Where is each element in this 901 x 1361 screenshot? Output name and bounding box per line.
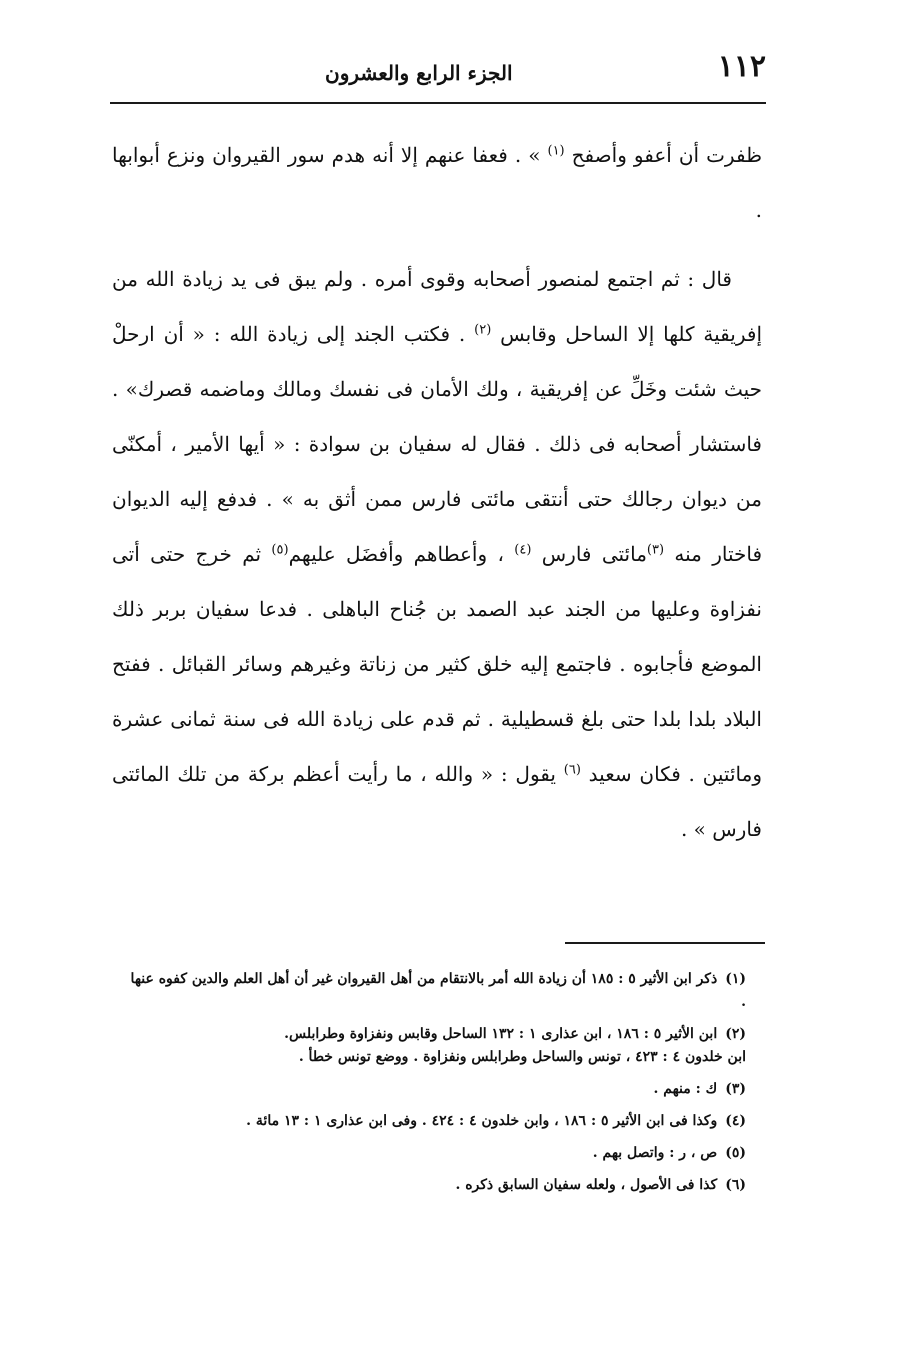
footnote-4 [124,1110,764,1133]
footnote-number: (٣) [725,1081,746,1097]
main-text [112,128,762,857]
paragraph-2-seg-1: قال : ثم اجتمع لمنصور أصحابه وقوى أمره . ولم يبق فى يد زيادة الله من إفريقية كلها إلا الساحل وقابس [112,267,763,346]
footnote-number: (٥) [725,1145,746,1161]
footnote-ref-1: (١) [547,143,565,159]
footnote-number: (٢) [725,1026,746,1042]
footnote-ref-2: (٢) [474,322,492,338]
footnote-text: ك : منهم . [653,1081,718,1097]
paragraph-1 [112,128,762,238]
paragraph-1-text-a: ظفرت أن أعفو وأصفح [571,143,762,167]
footnote-ref-5: (٥) [271,542,289,558]
paragraph-2-seg-2: . فكتب الجند إلى زيادة الله : « أن ارحلْ حيث شئت وخَلِّ عن إفريقية ، ولك الأمان فى نفسك ومالك وماضمه قصرك» . فاستشار أصحابه فى ذلك . فقال له سفيان بن سوادة : « أيها الأمير ، أمكنّى من ديوان رجالك حتى أنتقى مائتى فارس ممن أثق به » . فدفع إليه الديوان فاختار منه [112,322,763,566]
footnote-text: كذا فى الأصول ، ولعله سفيان السابق ذكره . [455,1177,718,1193]
footnote-6 [124,1174,764,1197]
footnote-number: (١) [725,971,746,987]
paragraph-2 [112,252,762,857]
footnote-number: (٤) [725,1113,746,1129]
footnote-text: ص ، ر : واتصل بهم . [592,1145,718,1161]
footnote-text: وكذا فى ابن الأثير ٥ : ١٨٦ ، وابن خلدون ٤ : ٤٢٤ . وفى ابن عذارى ١ : ١٣ مائة . [246,1113,718,1129]
footnote-text-continued: ابن خلدون ٤ : ٤٢٣ ، تونس والساحل وطرابلس ونفزاوة . ووضع تونس خطأ . [298,1049,746,1065]
footnote-ref-3: (٣) [646,542,665,558]
footnotes [124,968,764,1206]
paragraph-1-text-b: » . فعفا عنهم إلا أنه هدم سور القيروان ونزع أبوابها . [112,143,762,222]
footnote-rule [565,942,765,944]
footnote-text: ذكر ابن الأثير ٥ : ١٨٥ أن زيادة الله أمر بالانتقام من أهل القيروان غير أن أهل العلم والدين كفوه عنها . [130,971,746,1010]
footnote-5 [124,1142,764,1165]
footnote-ref-4: (٤) [514,542,532,558]
paragraph-2-seg-4: ، وأعطاهم وأفضَل عليهم [288,542,504,566]
header-rule [110,102,766,104]
footnote-3 [124,1078,764,1101]
footnote-2 [124,1023,764,1069]
footnote-1 [124,968,764,1014]
page-header [110,46,766,94]
footnote-ref-6: (٦) [563,762,581,778]
footnote-number: (٦) [725,1177,746,1193]
paragraph-2-seg-6: يقول : « والله ، ما رأيت أعظم بركة من تلك المائتى فارس » . [112,762,762,841]
paragraph-2-seg-5: ثم خرج حتى أتى نفزاوة وعليها من الجند عبد الصمد بن جُناح الباهلى . فدعا سفيان بربر ذلك الموضع فأجابوه . فاجتمع إليه خلق كثير من زناتة وغيرهم وسائر القبائل . ففتح البلاد بلدا بلدا حتى بلغ قسطيلية . ثم قدم على زيادة الله فى سنة ثمانى عشرة ومائتين . فكان سعيد [112,542,762,786]
running-title: الجزء الرابع والعشرون [325,61,513,85]
page-number: ١١٢ [717,49,766,84]
paragraph-2-seg-3: مائتى فارس [541,542,647,566]
footnote-text: ابن الأثير ٥ : ١٨٦ ، ابن عذارى ١ : ١٣٢ الساحل وقابس ونفزاوة وطرابلس. [284,1026,718,1042]
